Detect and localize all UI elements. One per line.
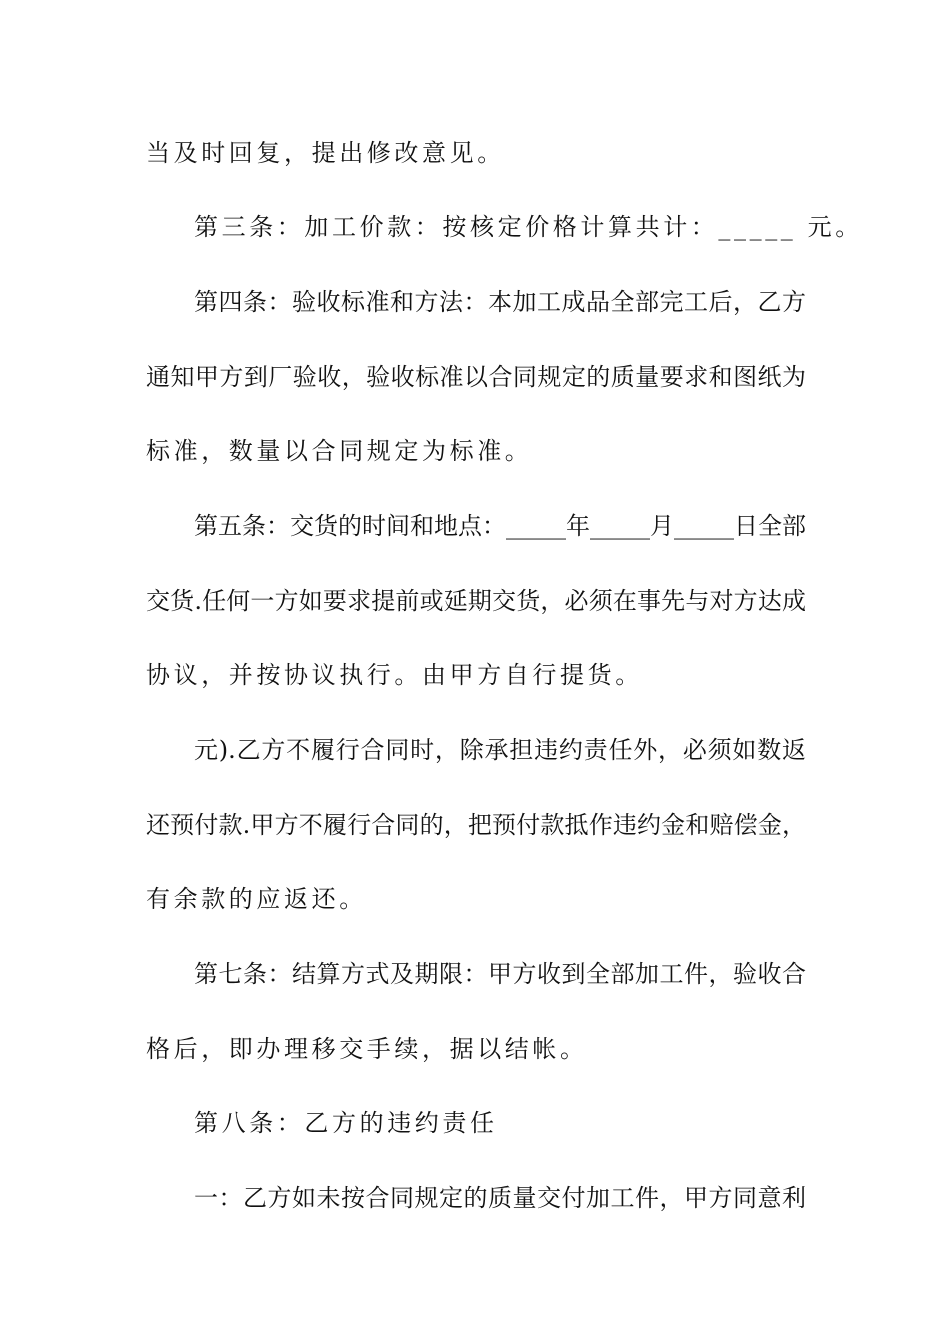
text-line-7: 交货.任何一方如要求提前或延期交货，必须在事先与对方达成 [146,587,806,615]
text-line-6: 第五条：交货的时间和地点：_____年_____月_____日全部 [194,512,806,540]
text-line-10: 还预付款.甲方不履行合同的，把预付款抵作违约金和赔偿金， [146,811,806,839]
text-line-12: 第七条：结算方式及期限：甲方收到全部加工件，验收合 [194,960,806,988]
text-line-3: 第四条：验收标准和方法：本加工成品全部完工后，乙方 [194,288,806,316]
text-line-13: 格后，即办理移交手续，据以结帐。 [146,1035,588,1063]
text-line-2: 第三条：加工价款：按核定价格计算共计：_____ 元。 [194,213,863,241]
text-line-8: 协议，并按协议执行。由甲方自行提货。 [146,661,643,689]
text-line-11: 有余款的应返还。 [146,885,367,913]
text-line-1: 当及时回复，提出修改意见。 [146,139,505,167]
text-line-4: 通知甲方到厂验收，验收标准以合同规定的质量要求和图纸为 [146,363,806,391]
text-line-9: 元).乙方不履行合同时，除承担违约责任外，必须如数返 [194,736,806,764]
text-line-15: 一：乙方如未按合同规定的质量交付加工件，甲方同意利 [194,1184,806,1212]
text-line-5: 标准，数量以合同规定为标准。 [146,437,533,465]
text-line-14: 第八条：乙方的违约责任 [194,1109,498,1137]
